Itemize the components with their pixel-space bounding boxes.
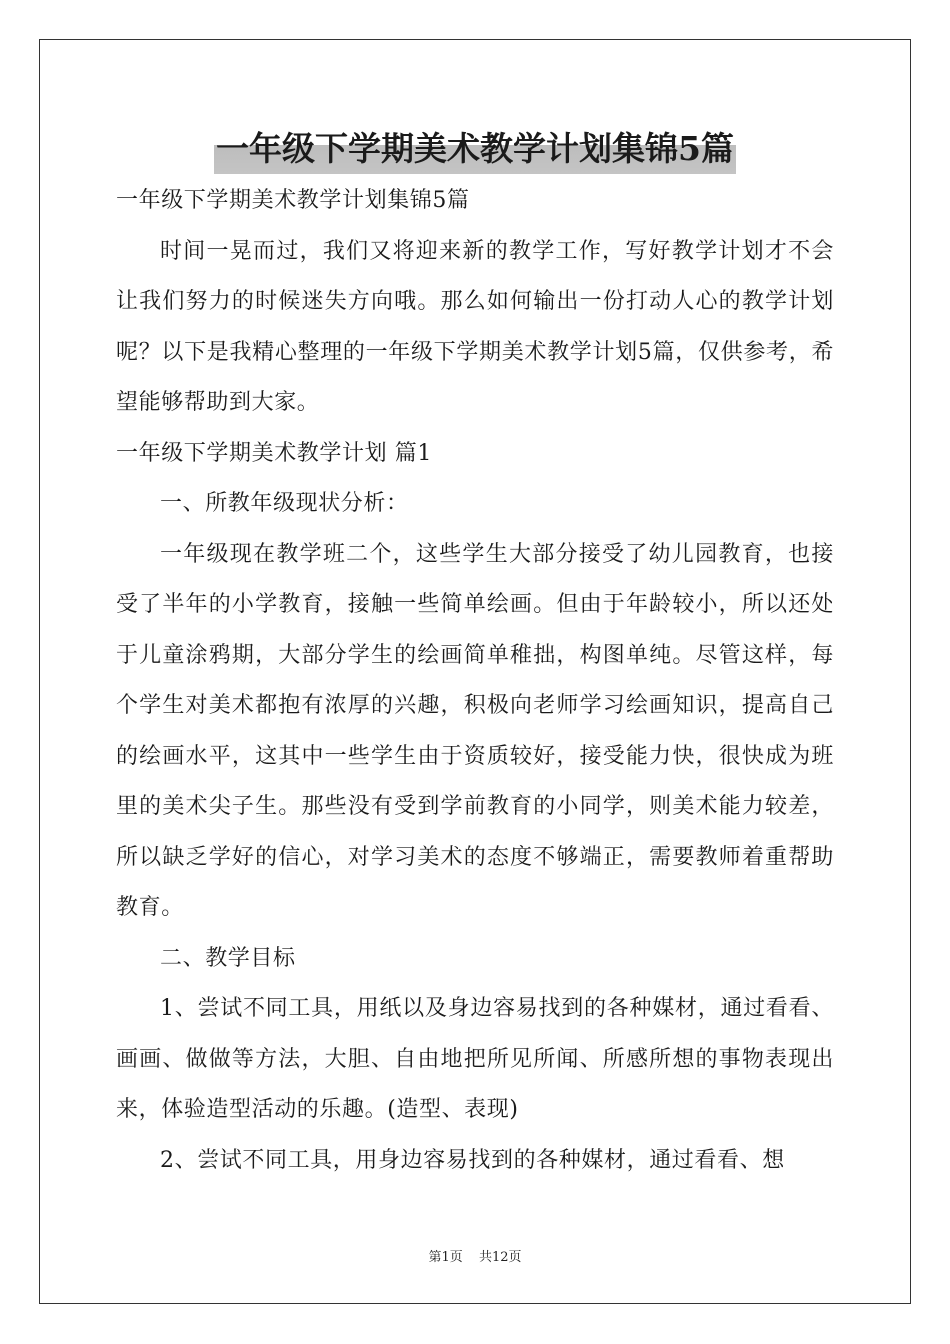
paragraph-goal-2: 2、尝试不同工具，用身边容易找到的各种媒材，通过看看、想 <box>160 1147 785 1173</box>
page-footer <box>0 1246 950 1265</box>
subheading-status-analysis: 一、所教年级现状分析： <box>160 491 409 516</box>
subheading-teaching-goals: 二、教学目标 <box>160 945 296 971</box>
document-title: 一年级下学期美术教学计划集锦5篇 <box>214 124 736 174</box>
title-container <box>0 124 950 174</box>
paragraph-goal-1: 1、尝试不同工具，用纸以及身边容易找到的各种媒材，通过看看、画画、做做等方法，大胆、自由地把所见所闻、所感所想的事物表现出来，体验造型活动的乐趣。(造型、表现) <box>116 996 834 1122</box>
page-total: 共12页 <box>478 1250 522 1265</box>
section-heading-part1: 一年级下学期美术教学计划 篇1 <box>116 440 432 466</box>
paragraph-intro: 时间一晃而过，我们又将迎来新的教学工作，写好教学计划才不会让我们努力的时候迷失方向哦。那么如何输出一份打动人心的教学计划呢？以下是我精心整理的一年级下学期美术教学计划5篇，仅供参考，希望能够帮助到大家。 <box>116 238 834 415</box>
paragraph-status-analysis: 一年级现在教学班二个，这些学生大部分接受了幼儿园教育，也接受了半年的小学教育，接触一些简单绘画。但由于年龄较小，所以还处于儿童涂鸦期，大部分学生的绘画简单稚拙，构图单纯。尽管这样，每个学生对美术都抱有浓厚的兴趣，积极向老师学习绘画知识，提高自己的绘画水平，这其中一些学生由于资质较好，接受能力快，很快成为班里的美术尖子生。那些没有受到学前教育的小同学，则美术能力较差，所以缺乏学好的信心，对学习美术的态度不够端正，需要教师着重帮助教育。 <box>116 541 834 920</box>
page-number: 第1页 <box>428 1250 463 1265</box>
document-body <box>116 176 834 1186</box>
document-subtitle: 一年级下学期美术教学计划集锦5篇 <box>116 188 470 213</box>
